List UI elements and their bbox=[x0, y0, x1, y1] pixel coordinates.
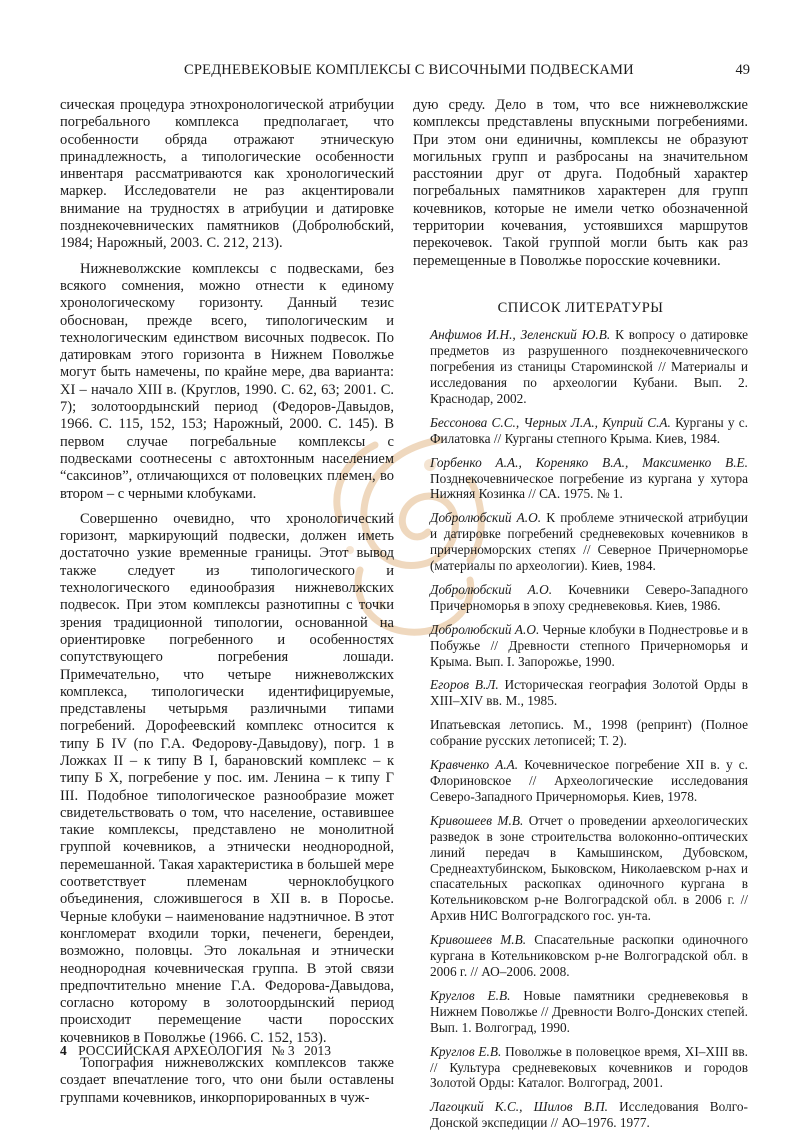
reference-authors: Добролюбский А.О. bbox=[430, 581, 553, 597]
footer-year: 2013 bbox=[303, 1043, 331, 1058]
body-paragraph: дую среду. Дело в том, что все нижневолжские комплексы представлены впускными погребениями. При этом они единичны, комплексы не образуют могильных групп и разбросаны на значительном расстоянии друг от друга. Подобный характер погребальных памятников характерен для групп кочевников, которые не имели четко обозначенной территории кочевания, устоявшихся маршрутов перекочевок. Такой группой могли быть как раз перемещенные в Поволжье поросские кочевники. bbox=[413, 97, 748, 269]
reference-text: Курганы у с. Филатовка // Курганы степного Крыма. Киев, 1984. bbox=[430, 414, 749, 446]
right-column bbox=[413, 97, 748, 1131]
reference-text: Позднекочевническое погребение из кургана у хутора Нижняя Козинка // СА. 1975. № 1. bbox=[430, 470, 748, 502]
reference-text: Отчет о проведении археологических разведок в зоне строительства волоконно-оптических линий передач в Камышинском, Дубовском, Среднеахтубинском, Быковском, Николаевском р-нах и спасательных раскопках одиночного кургана в Котельниковском р-не Волгоградской обл. в 2006 г. // Архив НИС Волгоградского гос. ун-та. bbox=[430, 812, 748, 924]
reference-authors: Горбенко А.А., Кореняко В.А., Максименко В.Е. bbox=[430, 454, 748, 470]
reference-entry bbox=[413, 415, 748, 447]
reference-list bbox=[413, 327, 748, 1131]
reference-text: К вопросу о датировке предметов из разрушенного позднекочевнического погребения из станицы Староминской // Материалы и исследования по археологии Кубани. Вып. 2. Краснодар, 2002. bbox=[430, 327, 749, 406]
reference-text: Спасательные раскопки одиночного кургана в Котельниковском р-не Волгоградской обл. в 2006 г. // АО–2006. 2008. bbox=[430, 932, 748, 979]
reference-authors: Анфимов И.Н., Зеленский Ю.В. bbox=[430, 327, 611, 343]
reference-text: Кочевники Северо-Западного Причерноморья в эпоху средневековья. Киев, 1986. bbox=[430, 581, 748, 613]
reference-text: Историческая география Золотой Орды в XIII–XIV вв. М., 1985. bbox=[430, 677, 748, 709]
reference-authors: Лагоцкий К.С., Шилов В.П. bbox=[430, 1099, 608, 1115]
reference-authors: Кривошеев М.В. bbox=[430, 812, 524, 828]
reference-authors: Кравченко А.А. bbox=[430, 757, 519, 773]
reference-entry bbox=[413, 813, 748, 924]
reference-entry bbox=[413, 510, 748, 574]
body-paragraph: сическая процедура этнохронологической атрибуции погребального комплекса предполагает, что особенности обряда отражают этническую принадлежность, а типологические особенности инвентаря рассматриваются как хронологический маркер. Исследователи не раз акцентировали внимание на трудностях в атрибуции и датировке позднекочевнических памятников (Добролюбский, 1984; Нарожный, 2003. С. 212, 213). bbox=[60, 97, 394, 252]
header-page-number: 49 bbox=[735, 62, 750, 78]
reference-authors: Добролюбский А.О. bbox=[430, 510, 542, 526]
reference-entry bbox=[413, 988, 748, 1036]
body-paragraph: Нижневолжские комплексы с подвесками, без всякого сомнения, можно отнести к единому хронологическому горизонту. Данный тезис обоснован, прежде всего, типологическим и технологическим единством височных подвесок. По датировкам этого горизонта в Нижнем Поволжье могут быть намечены, по крайне мере, два варианта: XI – начало XIII в. (Круглов, 1990. С. 62, 63; 2001. С. 7); золотоордынский период (Федоров-Давыдов, 1966. С. 115, 152, 153; Нарожный, 2000. С. 145). В первом случае погребальные комплексы с подвесками соотнесены с автохтонным населением “саксинов”, отличающихся от половецких племен, во втором – с черными клобуками. bbox=[60, 260, 394, 502]
body-paragraph: Совершенно очевидно, что хронологический горизонт, маркирующий подвески, должен иметь достаточно узкие временные границы. Этот вывод также следует из типологического и технологического единообразия нижневолжских подвесок. При этом комплексы разнотипны с точки зрения традиционной типологии, основанной на ориентировке погребенного и особенностях сопутствующего погребения лошади. Примечательно, что четыре нижневолжских комплекса, типологически идентифицируемые, представлены четырьмя различными типами погребений. Дорофеевский комплекс относится к типу Б IV (по Г.А. Федорову-Давыдову), погр. 1 в Ложках II – к типу В I, барановский комплекс – к типу Б X, погребение у пос. им. Ленина – к типу Г III. Подобное типологическое разнообразие может свидетельствовать о том, что население, оставившее такие комплексы, представлено не монолитной группой кочевников, а этнически неоднородной, перемешанной. Такая характеристика в большей мере соответствует племенам черноклобуцкого объединения, сложившегося в XII в. в Поросье. Черные клобуки – наименование надэтничное. В этот конгломерат входили торки, печенеги, берендеи, возможно, половцы. Это локальная и этнически неоднородная кочевническая группа. В этой связи предпочтительно мнение Г.А. Федорова-Давыдова, согласно которому в золотоордынский период происходит перемещение части поросских кочевников в Поволжье (1966. С. 152, 153). bbox=[60, 510, 394, 1046]
reference-entry bbox=[413, 1044, 748, 1092]
reference-entry bbox=[413, 327, 748, 407]
reference-entry bbox=[413, 1099, 748, 1131]
reference-entry bbox=[413, 622, 748, 670]
reference-authors: Бессонова С.С., Черных Л.А., Куприй С.А. bbox=[430, 414, 671, 430]
running-title: СРЕДНЕВЕКОВЫЕ КОМПЛЕКСЫ С ВИСОЧНЫМИ ПОДВЕСКАМИ bbox=[184, 62, 634, 78]
body-paragraph: Топография нижневолжских комплексов также создает впечатление того, что они были оставлены группами кочевников, инкорпорированных в чуж- bbox=[60, 1055, 394, 1106]
footer-page-number: 4 bbox=[60, 1043, 67, 1058]
reference-entry bbox=[413, 677, 748, 709]
reference-text: Исследования Волго-Донской экспедиции // АО–1976. 1977. bbox=[430, 1099, 748, 1131]
reference-text: Черные клобуки в Поднестровье и в Побужье // Древности степного Причерноморья и Крыма. Вып. I. Запорожье, 1990. bbox=[430, 621, 749, 669]
reference-entry bbox=[413, 932, 748, 980]
reference-text: Поволжье в половецкое время, XI–XIII вв. // Культура средневековых кочевников и городов Золотой Орды: Каталог. Волгоград, 2001. bbox=[430, 1043, 748, 1091]
footer-issue: № 3 bbox=[271, 1043, 295, 1058]
reference-entry bbox=[413, 582, 748, 614]
reference-authors: Кривошеев М.В. bbox=[430, 932, 527, 948]
reference-entry bbox=[413, 757, 748, 805]
reference-authors: Егоров В.Л. bbox=[430, 677, 499, 693]
running-header bbox=[60, 62, 750, 82]
reference-authors: Круглов Е.В. bbox=[430, 987, 511, 1003]
reference-authors: Круглов Е.В. bbox=[430, 1043, 502, 1059]
journal-footer bbox=[60, 1043, 331, 1059]
reference-authors: Добролюбский А.О. bbox=[430, 621, 540, 637]
references-heading: СПИСОК ЛИТЕРАТУРЫ bbox=[497, 299, 664, 316]
reference-text: Кочевническое погребение XII в. у с. Флориновское // Археологические исследования Северо-Западного Причерноморья. Киев, 1978. bbox=[430, 757, 748, 804]
reference-text: К проблеме этнической атрибуции и датировке погребений средневековых кочевников в причерноморских степях // Северное Причерноморье (материалы по археологии). Киев, 1984. bbox=[430, 510, 748, 574]
reference-text: Новые памятники средневековья в Нижнем Поволжье // Древности Волго-Донских степей. Вып. 1. Волгоград, 1990. bbox=[430, 987, 748, 1035]
reference-text: Ипатьевская летопись. М., 1998 (репринт) (Полное собрание русских летописей; Т. 2). bbox=[430, 717, 748, 749]
left-column bbox=[60, 97, 394, 1107]
reference-entry bbox=[413, 717, 748, 749]
footer-journal-title: РОССИЙСКАЯ АРХЕОЛОГИЯ bbox=[78, 1043, 263, 1058]
reference-entry bbox=[413, 455, 748, 503]
